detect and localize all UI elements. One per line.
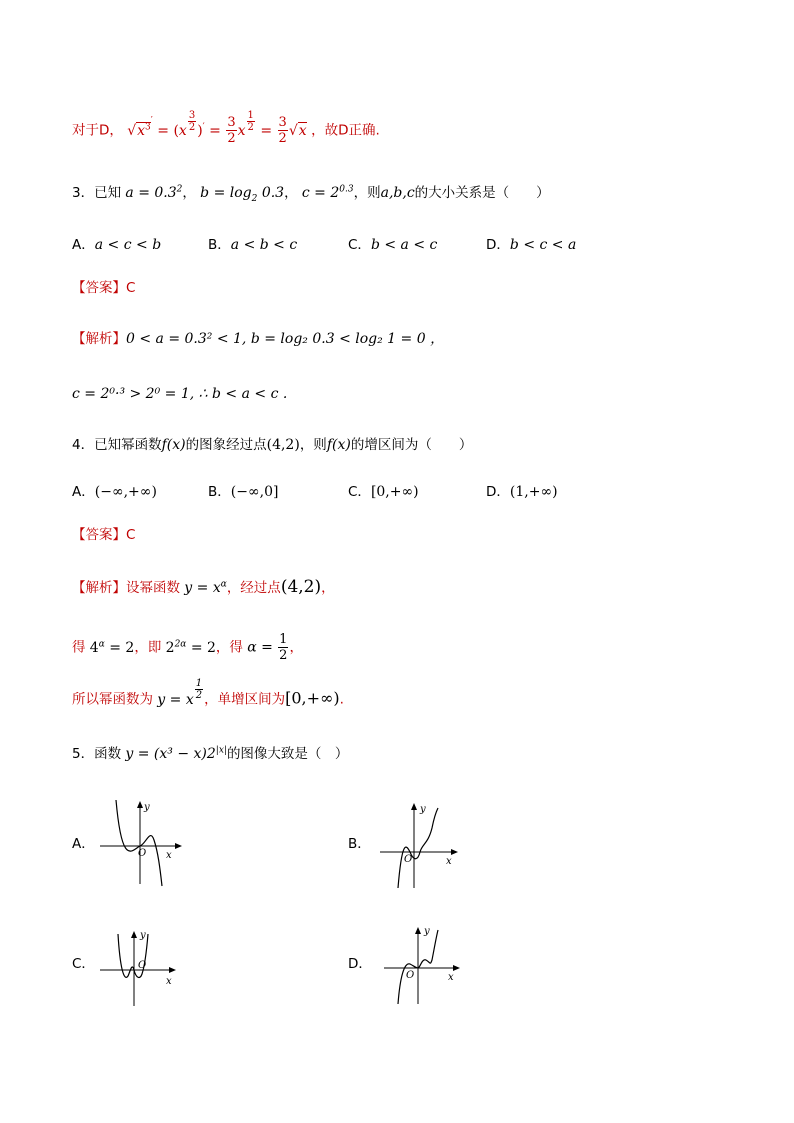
q5-a-y-label: y — [144, 802, 150, 813]
q3-option-c-label: C． — [348, 237, 371, 253]
q4-point: (4,2) — [266, 437, 300, 453]
q3-option-a-text: a < c < b — [94, 237, 162, 253]
q3-analysis-tag: 【解析】 — [72, 331, 126, 347]
q3-analysis-line2-text: c = 2⁰·³ > 2⁰ = 1, ∴ b < a < c . — [72, 386, 288, 402]
q3-option-a-label: A． — [72, 237, 95, 253]
q5-option-c-graph[interactable] — [100, 928, 190, 1008]
q4-line3-c: . — [339, 691, 344, 708]
q4-option-c[interactable] — [348, 480, 419, 500]
q5-a-origin: O — [138, 848, 147, 859]
q5-d-y-label: y — [424, 926, 430, 937]
q3-stem-tail: ，则 — [353, 185, 381, 201]
q5-c-x-label: x — [166, 976, 172, 987]
q3-analysis-line1-text: 0 < a = 0.3² < 1, b = log₂ 0.3 < log₂ 1 = 0 ， — [126, 331, 445, 347]
q4-alpha-eq: α = — [247, 639, 273, 656]
q3-option-b-text: a < b < c — [230, 237, 298, 253]
q3-option-d-text: b < c < a — [509, 237, 577, 253]
q5-number: 5． — [72, 746, 95, 762]
q3-analysis-line1 — [72, 329, 444, 349]
q4-line3-b: ，单增区间为 — [204, 691, 286, 708]
q4-analysis-a: 设幂函数 — [126, 580, 180, 596]
q4-option-d[interactable] — [486, 480, 558, 500]
q4-half-fraction: $\frac{1}{2}$ — [279, 632, 288, 663]
q5-b-y-label: y — [420, 804, 426, 815]
q4-line2-c: ，得 — [215, 639, 243, 656]
q5-option-a-graph[interactable] — [100, 798, 190, 890]
q5-stem-b: 的图像大致是（ ） — [226, 746, 349, 762]
q4-answer-value: C — [126, 527, 136, 543]
q4-power-fn: $y = x^\alpha$ — [184, 579, 227, 596]
q4-option-b-text: (−∞,0] — [230, 484, 279, 500]
q3-option-d-label: D． — [486, 237, 510, 253]
q5-option-b-graph[interactable] — [376, 800, 466, 892]
q3-stem-known: 已知 — [94, 185, 122, 201]
q5-a-x-label: x — [166, 850, 172, 861]
q4-option-a-text: (−∞,+∞) — [94, 484, 157, 500]
q5-option-d-label[interactable]: D． — [348, 956, 372, 972]
q4-line3-interval: [0,+∞) — [285, 688, 340, 708]
q4-fx: f(x) — [161, 437, 186, 453]
q4-line2-a: 得 — [72, 639, 86, 656]
q3-c-def: $c = 2^{0.3}$ — [301, 184, 354, 201]
q3-answer-tag: 【答案】 — [72, 280, 126, 296]
q4-stem-c: ，则 — [299, 437, 327, 453]
q3-option-c-text: b < a < c — [370, 237, 438, 253]
q4-analysis-b: ，经过点 — [226, 580, 281, 596]
q4-answer-tag: 【答案】 — [72, 527, 126, 543]
q5-option-c-label[interactable]: C． — [72, 956, 95, 972]
q4-option-c-text: [0,+∞) — [370, 484, 419, 500]
solution-d-formula: $√x^{3'} = (x$ $\frac{3}{2}$ )′ = $\frac{3}{2}$ x $\frac{1}{2}$ = $\frac{3}{2}$ √x — [127, 110, 307, 146]
q4-eq2: $2^{2\alpha} = 2$ — [165, 638, 216, 656]
solution-d-line — [72, 110, 380, 146]
q4-stem — [72, 435, 472, 455]
solution-d-suffix: ，故D正确. — [311, 122, 380, 139]
q3-number: 3． — [72, 185, 95, 201]
q4-stem-d: 的增区间为（ ） — [350, 437, 473, 453]
q4-line3-a: 所以幂函数为 — [72, 691, 153, 708]
q3-option-d[interactable] — [486, 233, 576, 253]
q3-option-a[interactable] — [72, 233, 161, 253]
q5-stem-a: 函数 — [94, 746, 122, 762]
q4-analysis-point: (4,2) — [280, 577, 322, 597]
q4-line2-d: ， — [289, 639, 303, 656]
q5-b-origin: O — [404, 854, 413, 865]
q4-line3-fn: y = x $\frac{1}{2}$ — [157, 678, 203, 708]
q3-stem-end: 的大小关系是（ ） — [414, 185, 550, 201]
q4-option-d-label: D． — [486, 484, 510, 500]
q4-analysis-line2 — [72, 632, 303, 663]
q3-stem: 3．已知 $a = 0.3^2$， $b = \log_2 0.3$， $c = 2^{0.3}$，则a,b,c的大小关系是（ ） — [72, 184, 550, 204]
q4-eq1: $4^\alpha = 2$ — [89, 638, 135, 656]
q3-option-b-label: B． — [208, 237, 231, 253]
q3-answer-value: C — [126, 280, 136, 296]
q4-answer — [72, 525, 135, 545]
q5-c-origin: O — [138, 960, 147, 971]
q4-stem-a: 已知幂函数 — [94, 437, 162, 453]
q4-analysis-line3 — [72, 678, 344, 711]
q4-analysis-tag: 【解析】 — [72, 580, 126, 596]
q3-analysis-line2 — [72, 384, 287, 404]
q5-option-d-graph[interactable] — [376, 924, 466, 1008]
q4-option-b[interactable] — [208, 480, 278, 500]
q3-a-def: $a = 0.3^2$ — [125, 184, 183, 201]
q4-option-d-text: (1,+∞) — [509, 484, 558, 500]
q4-fx-2: f(x) — [326, 437, 351, 453]
q5-d-x-label: x — [448, 972, 454, 983]
q3-option-b[interactable] — [208, 233, 297, 253]
q3-vars: a,b,c — [380, 185, 415, 201]
q5-stem — [72, 744, 348, 764]
q5-c-y-label: y — [140, 930, 146, 941]
q4-stem-b: 的图象经过点 — [185, 437, 267, 453]
q4-analysis-line1 — [72, 577, 335, 598]
q3-b-def: $b = \log_2 0.3$ — [200, 185, 285, 204]
q3-answer — [72, 278, 135, 298]
q4-line2-b: ，即 — [134, 639, 162, 656]
q4-analysis-c: ， — [321, 580, 335, 596]
q5-fn: $y = (x^3 - x)2^{|x|}$ — [125, 745, 227, 762]
q3-option-c[interactable] — [348, 233, 437, 253]
q5-option-b-label[interactable]: B． — [348, 836, 371, 852]
q4-option-a-label: A． — [72, 484, 95, 500]
q4-option-c-label: C． — [348, 484, 371, 500]
solution-d-prefix: 对于D， — [72, 122, 123, 139]
q4-option-a[interactable] — [72, 480, 157, 500]
q5-b-x-label: x — [446, 856, 452, 867]
q5-d-origin: O — [406, 970, 415, 981]
q4-number: 4． — [72, 437, 95, 453]
q4-option-b-label: B． — [208, 484, 231, 500]
q5-option-a-label[interactable]: A． — [72, 836, 95, 852]
